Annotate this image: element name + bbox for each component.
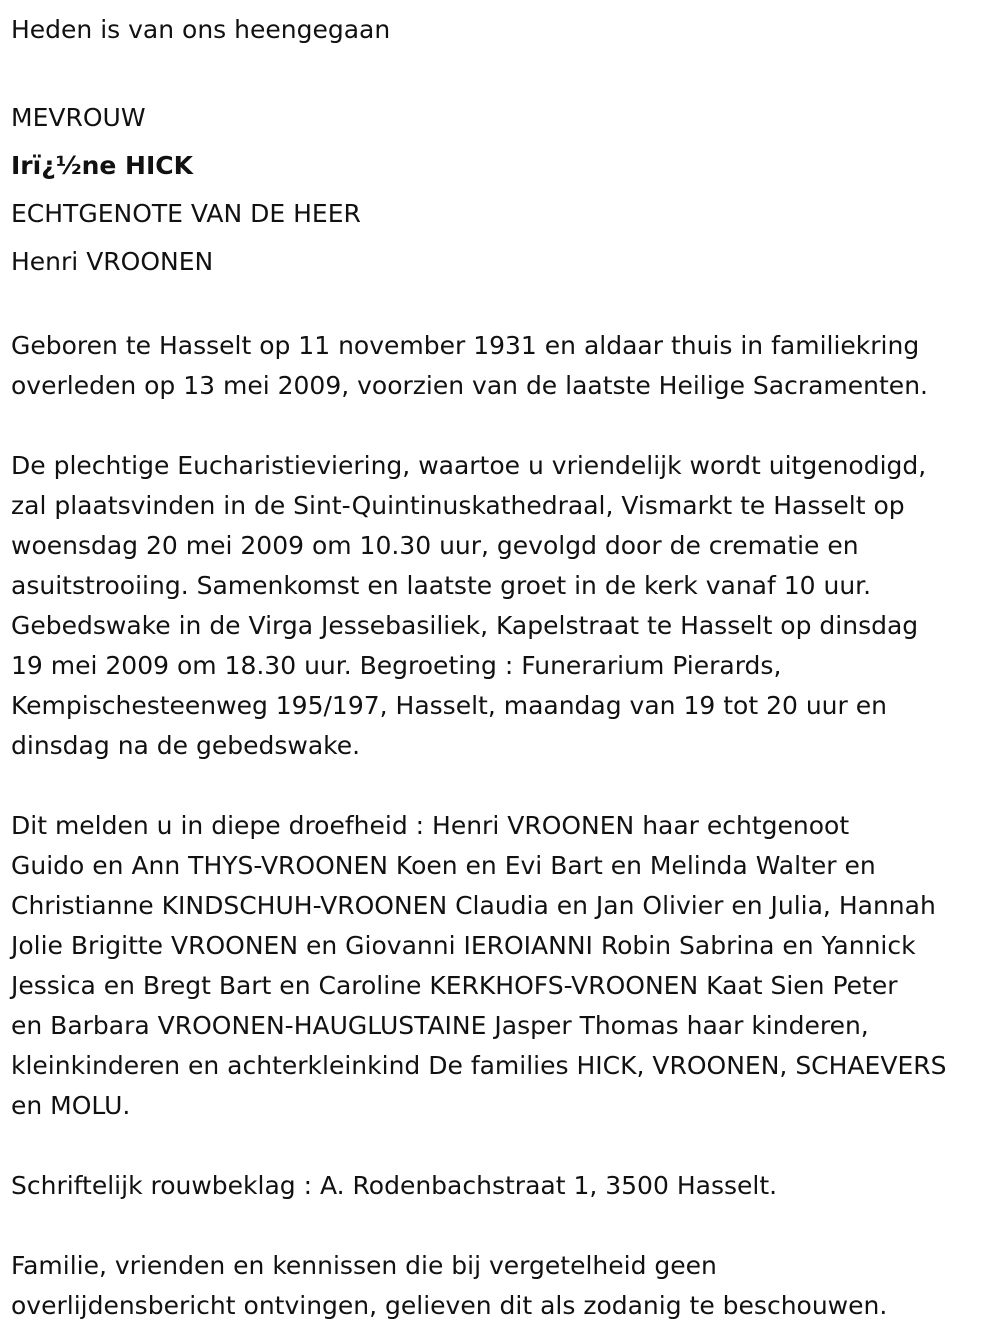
paragraph-line: asuitstrooiing. Samenkomst en laatste groet in de kerk vanaf 10 uur. [11, 571, 872, 600]
condolence-address: Schriftelijk rouwbeklag : A. Rodenbachstraat 1, 3500 Hasselt. [11, 1171, 778, 1200]
paragraph-line: Jessica en Bregt Bart en Caroline KERKHOFS-VROONEN Kaat Sien Peter [11, 971, 898, 1000]
condolence-paragraph [11, 1166, 992, 1206]
birth-death-paragraph [11, 326, 992, 406]
paragraph-line: Guido en Ann THYS-VROONEN Koen en Evi Bart en Melinda Walter en [11, 851, 876, 880]
paragraph-line: 19 mei 2009 om 18.30 uur. Begroeting : Funerarium Pierards, [11, 651, 782, 680]
honorific-title: MEVROUW [11, 103, 146, 132]
paragraph-line: Jolie Brigitte VROONEN en Giovanni IEROIANNI Robin Sabrina en Yannick [11, 931, 916, 960]
paragraph-line: Christianne KINDSCHUH-VROONEN Claudia en Jan Olivier en Julia, Hannah [11, 891, 936, 920]
paragraph-line: Dit melden u in diepe droefheid : Henri VROONEN haar echtgenoot [11, 811, 850, 840]
paragraph-line: woensdag 20 mei 2009 om 10.30 uur, gevolgd door de crematie en [11, 531, 859, 560]
paragraph-line: dinsdag na de gebedswake. [11, 731, 361, 760]
spouse-name: Henri VROONEN [11, 247, 214, 276]
paragraph-line: Familie, vrienden en kennissen die bij vergetelheid geen [11, 1251, 717, 1280]
relation-text: ECHTGENOTE VAN DE HEER [11, 199, 361, 228]
paragraph-line: zal plaatsvinden in de Sint-Quintinuskathedraal, Vismarkt te Hasselt op [11, 491, 905, 520]
paragraph-line: en MOLU. [11, 1091, 131, 1120]
paragraph-line: Geboren te Hasselt op 11 november 1931 en aldaar thuis in familiekring [11, 331, 920, 360]
intro-text: Heden is van ons heengegaan [11, 15, 391, 44]
closing-paragraph [11, 1246, 992, 1326]
paragraph-line: en Barbara VROONEN-HAUGLUSTAINE Jasper Thomas haar kinderen, [11, 1011, 869, 1040]
deceased-name: Irï¿½ne HICK [11, 151, 193, 180]
paragraph-line: overleden op 13 mei 2009, voorzien van de laatste Heilige Sacramenten. [11, 371, 928, 400]
paragraph-line: De plechtige Eucharistieviering, waartoe u vriendelijk wordt uitgenodigd, [11, 451, 927, 480]
ceremony-paragraph [11, 446, 992, 766]
paragraph-line: Gebedswake in de Virga Jessebasiliek, Kapelstraat te Hasselt op dinsdag [11, 611, 919, 640]
paragraph-line: overlijdensbericht ontvingen, gelieven dit als zodanig te beschouwen. [11, 1291, 888, 1320]
paragraph-line: Kempischesteenweg 195/197, Hasselt, maandag van 19 tot 20 uur en [11, 691, 887, 720]
paragraph-line: kleinkinderen en achterkleinkind De families HICK, VROONEN, SCHAEVERS [11, 1051, 947, 1080]
family-paragraph [11, 806, 992, 1126]
